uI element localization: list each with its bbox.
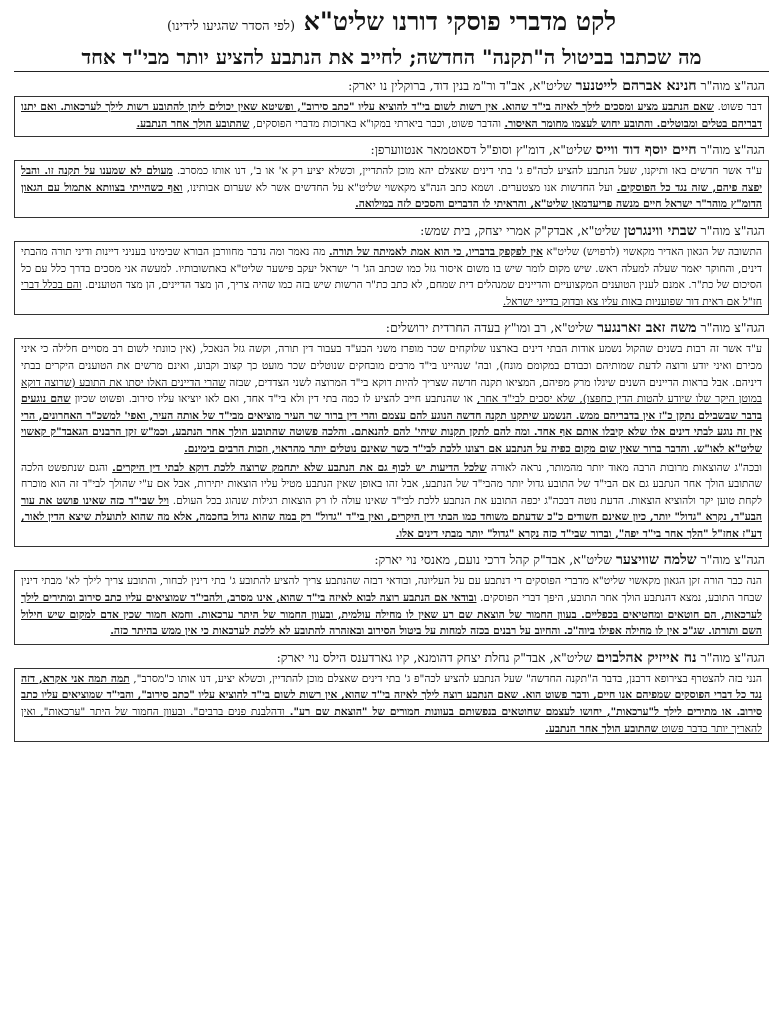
section-body (14, 338, 769, 547)
section-header: הגה"צ מוה"ר שלמה שוויצער שליט"א, אבד"ק קהל דרכי נועם, מאנסי נוי יארק: (374, 552, 765, 569)
section-lightner (14, 76, 769, 137)
section-header: הגה"צ מוה"ר חיים יוסף דוד ווייס שליט"א, דומ"ץ וסופ"ל דסאטמאר אנטווערפן: (370, 142, 765, 159)
title-text: לקט מדברי פוסקי דורנו שליט"א (303, 7, 617, 36)
section-body (14, 241, 769, 315)
section-header: הגה"צ מוה"ר נח אייזיק אהלבוים שליט"א, אבד"ק נחלת יצחק דהומנא, קיו גארדענס הילס נוי יארק: (276, 649, 765, 666)
rabbi-name: שבתי ווינגרטן (623, 222, 697, 239)
section-paragraph: ע"ד אשר זה רבות בשנים שהקול נשמע אודות הבתי דינים בארצנו שלוקחים שכר מופרז משני הבע"ד בעבור דין תורה, וקשה גזל הנאכל, (אין כוונתי לשום רב מסויים חלילה כי איני מכירם ואיני יודע ורוצה לדעת שמותיהם וכבודם במקומם מונח), ובה' שנהיינו בי"ד מרבים מובחקים שנוטלים שכר מועט כך קצוב וקבוע, ואינם מרשים את הטוענים היקרים בבתי דיניהם. אבל בראות הדיינים השנים שיגלו מרק מפיהם, המציאו תקנה חדשה שצריך להיות דוקא בי"ד המרוצה לשני הצדדים, שבזה שהרי הדיינים האלו יסתו את התובע (שרוצה דוקא במוטן היקר שלו שיודע להטות הדין כחפצו), שלא יסכים לבי"ד אחר, או שהנתבע חייב להציע לו כמה בתי דין ולא בי"ד אחד, ואם לאו יוציאו עליו סירוב. ופשוט שכיון שהם נוגעים בדבר שבשבילם נתקן כ"ז אין בדבריהם ממש. הנשמע שיתקנו תקנה חדשה הנוגע להם עצמם והרי דין ברור שר העיר מוציאים מבי"ד של אותה העיר, ואפי' למשכ"ר האחרונים, הרי אין זה נוגע לבתי דינים אלו שלא קיבלו אותם אף אחד. ומה להם לתקן תקנות שיהי' להם להנאתם. והלכה פשוטה שהתובע הולך אחר הנתבע, וכמ"ש זקן הרבנים הגאבד"ק קאשוי שליט"א לאו"ש. והדבר ברור שאין שום מקום כפיה על הנתבע אם רצונו ללכת לבי"ד כשר שאינם נוטלים יותר מהראוי, וזכות הרבים בימינם. (21, 343, 762, 455)
section-paragraph: התשובה של הגאון האדיר מקאשוי (לרפויש) שליט"א אין לפקפק בדבריו, כי הוא אמת לאמיתה של תורה. מה נאמר ומה נדבר מחוורבן הבורא שבימינו בעניני דיינות ודיני תורה מהבתי דינים, והחוקר יאמר שעלה למעלה ראש. שיש מקום לומר שיש בו משום איסור גזל כמו שכתב הג' ר' ישראל יעקב פישער שליט"א באתשובותיו. למעשה אני מסכים בדרך כלל עם כל הסיכום של כת"ר. אמנם לענין הטוענים המקצועיים והדיינים שמנהלים דית שמחם, לא כתב כת"ר הרשות שיש בזה כמו שהיה צריך, הן מצד הדיינים, הן מצד הטוענים. והם בכלל דברי חז"ל אם ראית דור שפועניות באות עליו צא ובדוק בדייני ישראל. (21, 245, 762, 308)
sections-list (14, 76, 769, 742)
section-weiss (14, 140, 769, 218)
section-paragraph: הנני בזה להצטרף בצירופא דרבנן, בדבר ה"תקנה החדשה" שעל הנתבע להציע לכה"פ ג' בתי דינים שאצלם מוכן להתדיין, וכשלא יציע, דנו אותו כ"מסרב", תמה תמה אני אקרא, דזה נגד כל דברי הפוסקים שמפיהם אנו חיים, ודבר פשוט הוא. שאם הנתבע רוצה לילך לאיזה בי"ד שהוא, אין רשות לשום בי"ד להוציא עליו "כתב סירוב", והבי"ד שמוציאים עליו כתב סירוב. או מתירים לילך ל"ערכאות", יחושו לעצמם שחוטאים בנפשותם בעוונות חמורים של "הוצאת שם רע". ודהלבנת פנים ברבים". ובעוון החמור של היתר "ערכאות", ואין להאריך יותר בדבר פשוט שהתובע הולך אחר הנתבע. (21, 672, 763, 735)
section-body (14, 570, 769, 644)
section-body (14, 160, 769, 218)
section-header: הגה"צ מוה"ר שבתי ווינגרטן שליט"א, אבדק"ק אמרי יצחק, בית שמש: (420, 222, 765, 239)
section-paragraph: ע"ד אשר חדשים באו ותיקנו, שעל הנתבע להציע לכה"פ ג' בתי דינים שאצלם יהא מוכן להתדיין, וכשלא יציע רק א' או ב', דנו אותו כמסרב. מעולם לא שמענו על תקנה זו. והבל יפצה פיהם, שזה נגד כל הפוסקים. ועל החדשות אנו מצטערים. ושמא כתב הנה"צ מקאשוי שליט"א על החדשים אשר לא שערום אבותינו, ואף כשהייתי בצוותא אתמול עם הגאון הדומ"ץ מוהר"ר ישראל חיים מנשה פריעדמאן שליט"א, והראיתי לו הדברים והסכים לזה במילואה. (21, 165, 762, 211)
rabbi-name: שלמה שוויצער (615, 552, 697, 569)
section-paragraph: דבר פשוט. שאם הנתבע מציע ומסכים לילך לאיזה בי"ד שהוא. אין רשות לשום בי"ד להוציא עליו "כתב סירוב", ופשיטא שאין יכולים ליתן להתובע רשות לילך לערכאות. ואם יתנו דבריהם בטלים ומבוטלים. והתובע יחוש לעצמו מחומר האיסור. והדבר פשוט, וכבר ביארתי במקו"א בארוכות מדברי הפוסקים, שהתובע הולך אחר הנתבע. (21, 101, 762, 130)
title-note: (לפי הסדר שהגיעו לידינו) (166, 19, 296, 34)
rabbi-name: משה זאב זארנגער (597, 320, 697, 337)
section-body (14, 668, 769, 742)
section-sternbuch (14, 318, 769, 547)
section-header: הגה"צ מוה"ר חנינא אברהם לייטנער שליט"א, אב"ד ור"מ בנין דוד, ברוקלין נו יארק: (348, 78, 765, 94)
section-header: הגה"צ מוה"ר משה זאב זארנגער שליט"א, רב ומו"ץ בעדה החרדית ירושלים: (385, 320, 765, 337)
rabbi-name: חיים יוסף דוד ווייס (595, 142, 697, 159)
rabbi-name: חנינא אברהם לייטנער (575, 78, 697, 94)
document-title (14, 6, 769, 43)
section-paragraph: ובכה"ג שהוצאות מרובות הרבה מאוד יותר מהמותר, נראה לאורה שלכל הדיעות יש לכוף גם את הנתבע שלא יתחמק שרוצה ללכת דוקא לבתי דין היקרים. והגם שנתפשט הלכה שהתובע הולך אחר הנתבע גם אם הבי"ד של התובע גדול יותר מהבי"ד של הנתבע, אבל זהו באופן שאין הנתבע מטיל עליו הוצאות יתירות, אבל אם ע"י שהולך לבי"ד זה הוא מוכרח לקחת טוען יקר ולהוציא הוצאות. הדעת נוטה דבכה"ג יכפה התובע את הנתבע ללכת לבי"ד שאינו עולה לו רק הוצאות רגילות שנהוג בכל העולם. ויל שבי"ד כזה שאינו פושט את עור הבע"ד, נקרא "גדול" יותר, כיון שאינם חשודים כ"כ שדעתם משוחד כמו הבתי דין היקרים, ואין בי"ד "גדול" רק במה שהוא גדול בחכמה, אלא מה שהוא לתועלת שיצא הדין לאור, דע"ז אחז"ל "הלך אחר בי"ד יפה", וברור שבי"ד כזה נקרא "גדול" יותר מבתי דינים אלו. (21, 461, 762, 540)
section-paragraph: הנה כבר הורה זקן הגאון מקאשוי שליט"א מדברי הפוסקים די דנתבע עם על העליונה, ובודאי דבזה שהנתבע צריך להציע להתובע ג' בתי דינין לבחור, והתובע צריך לילך לא' מבתי דינין שבחר התובע, נמצא דהנתבע הולך אחר התובע, היפך דברי הפוסקים. ובודאי אם הנתבע רוצה לבוא לאיזה בי"ד שהוא, אינו מסרב, ולהבי"ד שמוציאים עליו כתב סירוב ומתירים לילך לערכאות, הם חוטאים ומחטיאים בכפליים. בעוון החמור של הוצאת שם רע שאין לו מחילה עולמית, ובעוון החמור של היתר ערכאות. וחמא חמור שכין אדם למקום שיש חילול השם ותורתו. שג"כ אין לו מחילה אפילו ביוה"כ. והחיוב על רבנים בכזה למחות על ביטול הסירוב ובאזהרה להתובע לא ללכת לערכאות כי אין ממש בהיתר כזה. (21, 575, 762, 638)
section-weingarten (14, 221, 769, 315)
section-schweitzer (14, 550, 769, 644)
rabbi-name: נח אייזיק אהלבוים (596, 649, 697, 666)
document-subtitle: מה שכתבו בביטול ה"תקנה" החדשה; לחייב את הנתבע להציע יותר מבי"ד אחד (14, 43, 769, 72)
section-ehrenbaum (14, 648, 769, 742)
section-body (14, 96, 769, 137)
